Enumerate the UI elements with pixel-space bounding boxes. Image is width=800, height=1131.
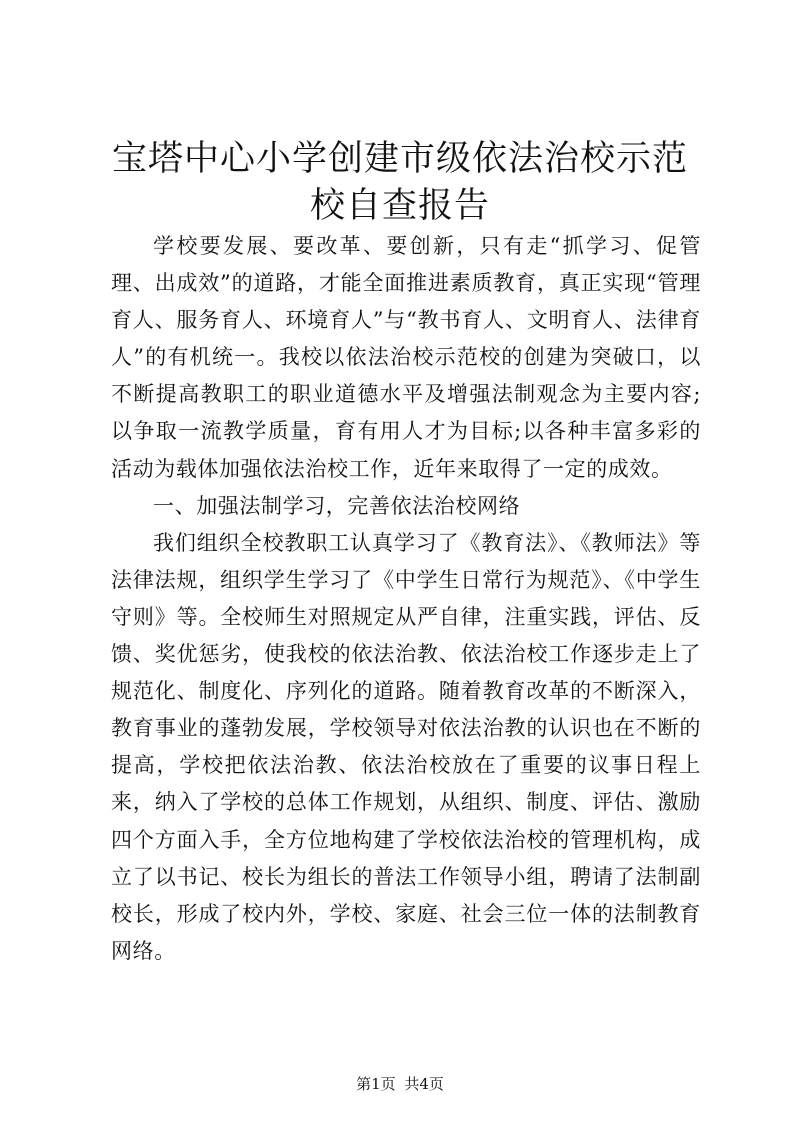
intro-paragraph: 学校要发展、要改革、要创新，只有走“抓学习、促管理、出成效”的道路，才能全面推进素质教育，真正实现“管理育人、服务育人、环境育人”与“教书育人、文明育人、法律育人”的有机统一。我校以依法治校示范校的创建为突破口，以不断提高教职工的职业道德水平及增强法制观念为主要内容;以争取一流教学质量，育有用人才为目标;以各种丰富多彩的活动为载体加强依法治校工作，近年来取得了一定的成效。 — [111, 234, 701, 481]
page-title: 宝塔中心小学创建市级依法治校示范校自查报告 — [111, 139, 688, 226]
section-paragraph: 我们组织全校教职工认真学习了《教育法》、《教师法》等法律法规，组织学生学习了《中学生日常行为规范》、《中学生守则》等。全校师生对照规定从严自律，注重实践，评估、反馈、奖优惩劣，使我校的依法治教、依法治校工作逐步走上了规范化、制度化、序列化的道路。随着教育改革的不断深入，教育事业的蓬勃发展，学校领导对依法治教的认识也在不断的提高，学校把依法治教、依法治校放在了重要的议事日程上来，纳入了学校的总体工作规划，从组织、制度、评估、激励四个方面入手，全方位地构建了学校依法治校的管理机构，成立了以书记、校长为组长的普法工作领导小组，聘请了法制副校长，形成了校内外，学校、家庭、社会三位一体的法制教育网络。 — [111, 530, 701, 963]
document-body — [111, 228, 701, 970]
page-footer — [0, 1074, 800, 1094]
section-heading: 一、加强法制学习，完善依法治校网络 — [153, 493, 521, 518]
page-number: 第1页 — [356, 1075, 396, 1093]
page-total: 共4页 — [404, 1075, 444, 1093]
